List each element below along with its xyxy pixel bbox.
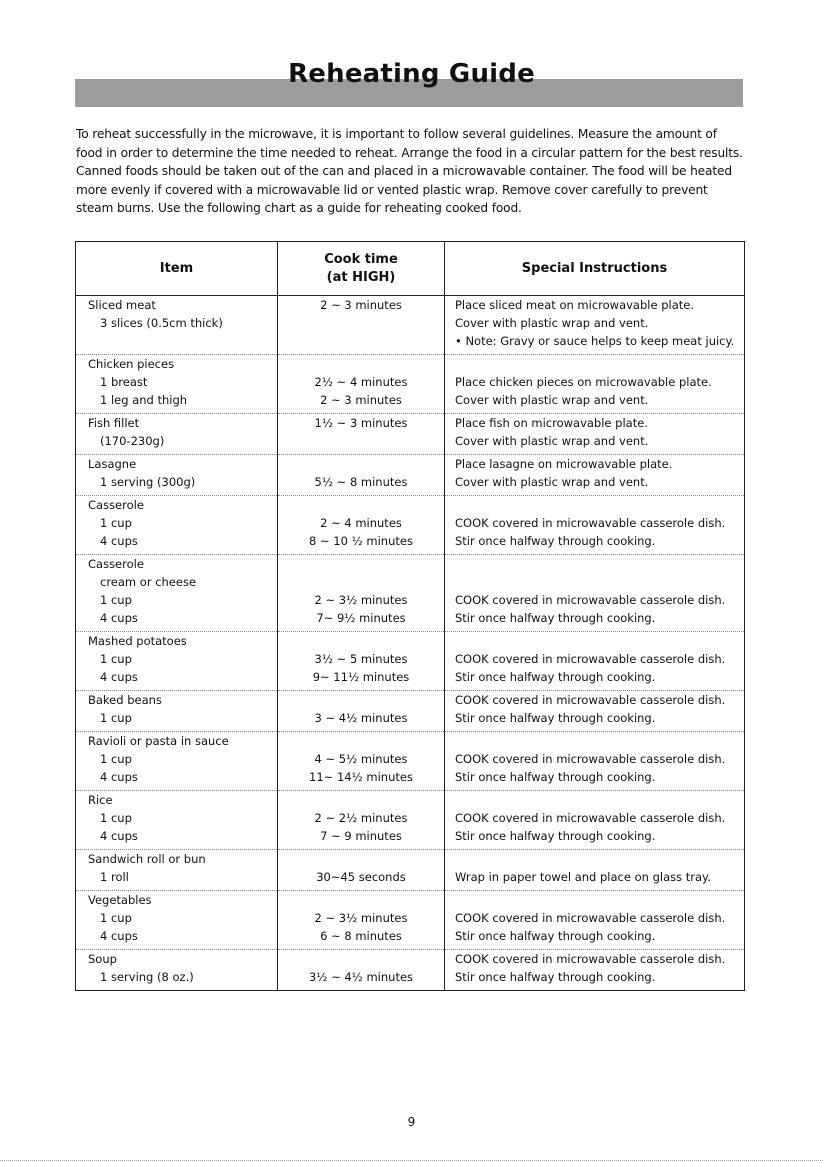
cell-line: 1 cup (100, 711, 132, 725)
cell-line: COOK covered in microwavable casserole dish. (455, 593, 726, 607)
cell-item (76, 791, 278, 850)
cell-item (76, 950, 278, 991)
cell-instructions (445, 555, 745, 632)
cell-line: Soup (88, 952, 117, 966)
cell-cook-time (278, 414, 445, 455)
cell-item (76, 891, 278, 950)
cell-line: 4 ~ 5½ minutes (314, 752, 408, 766)
cell-line: 30~45 seconds (316, 870, 406, 884)
table-body (76, 296, 745, 991)
cell-line (278, 850, 444, 868)
cell-cook-time (278, 850, 445, 891)
cell-instructions (445, 414, 745, 455)
intro-paragraph: To reheat successfully in the microwave, it is important to follow several guidelines. Measure the amount of food in order to determine the time needed to reheat. Arrange the food in a circular pattern for the best results. Canned foods should be taken out of the can and placed in a microwavable container. The food will be heated more evenly if covered with a microwavable lid or vented plastic wrap. Remove cover carefully to prevent steam burns. Use the following chart as a guide for reheating cooked food. (76, 127, 743, 216)
cell-line: 1 roll (100, 870, 129, 884)
cell-line: Place chicken pieces on microwavable plate. (455, 375, 712, 389)
cell-line (455, 791, 744, 809)
cell-line: 1 serving (8 oz.) (100, 970, 194, 984)
cell-line: Stir once halfway through cooking. (455, 711, 656, 725)
cell-line: Vegetables (88, 893, 152, 907)
cell-line (455, 632, 744, 650)
cell-line: 4 cups (100, 829, 138, 843)
cell-line: Rice (88, 793, 113, 807)
cell-line: 1 serving (300g) (100, 475, 196, 489)
cell-item (76, 355, 278, 414)
cell-line: Cover with plastic wrap and vent. (455, 475, 649, 489)
cell-line (278, 455, 444, 473)
header-item: Item (76, 242, 278, 296)
cell-item (76, 414, 278, 455)
cell-line: 3½ ~ 5 minutes (314, 652, 408, 666)
header-cook-time-line2: (at HIGH) (326, 269, 396, 285)
cell-line: 2 ~ 3½ minutes (314, 593, 408, 607)
cell-line (278, 496, 444, 514)
cell-line: 5½ ~ 8 minutes (314, 475, 408, 489)
cell-line: 4 cups (100, 670, 138, 684)
cell-line: Sliced meat (88, 298, 156, 312)
cell-line: COOK covered in microwavable casserole dish. (455, 693, 726, 707)
cell-instructions (445, 891, 745, 950)
cell-instructions (445, 455, 745, 496)
header-special-instructions: Special Instructions (445, 242, 745, 296)
table-header-row (76, 242, 745, 296)
cell-line: COOK covered in microwavable casserole dish. (455, 652, 726, 666)
table-row (76, 791, 745, 850)
cell-line: 2 ~ 3 minutes (320, 393, 402, 407)
cell-line: 1 breast (100, 375, 148, 389)
cell-cook-time (278, 791, 445, 850)
cell-cook-time (278, 555, 445, 632)
cell-line: Stir once halfway through cooking. (455, 970, 656, 984)
cell-line: Mashed potatoes (88, 634, 187, 648)
cell-line (88, 332, 277, 350)
cell-cook-time (278, 296, 445, 355)
cell-line: Baked beans (88, 693, 162, 707)
cell-line (455, 891, 744, 909)
cell-line: Chicken pieces (88, 357, 175, 371)
cell-line: Fish fillet (88, 416, 140, 430)
cell-line: 7~ 9½ minutes (316, 611, 406, 625)
cell-line: 2 ~ 2½ minutes (314, 811, 408, 825)
cell-line: Lasagne (88, 457, 137, 471)
cell-line (278, 355, 444, 373)
cell-line: 9~ 11½ minutes (312, 670, 410, 684)
cell-item (76, 732, 278, 791)
cell-line: Cover with plastic wrap and vent. (455, 434, 649, 448)
cell-line: 1 cup (100, 911, 132, 925)
cell-line (278, 791, 444, 809)
cell-line: 7 ~ 9 minutes (320, 829, 402, 843)
cell-cook-time (278, 355, 445, 414)
table-row (76, 355, 745, 414)
cell-line (455, 850, 744, 868)
cell-line: 4 cups (100, 534, 138, 548)
cell-line: Stir once halfway through cooking. (455, 534, 656, 548)
cell-line: COOK covered in microwavable casserole dish. (455, 516, 726, 530)
table-row (76, 296, 745, 355)
cell-line: 1 cup (100, 593, 132, 607)
cell-line: 2 ~ 3 minutes (320, 298, 402, 312)
cell-line: 1½ ~ 3 minutes (314, 416, 408, 430)
cell-line: 4 cups (100, 611, 138, 625)
cell-line: 3½ ~ 4½ minutes (308, 970, 414, 984)
cell-line (455, 496, 744, 514)
page-number: 9 (407, 1115, 416, 1129)
cell-instructions (445, 791, 745, 850)
cell-line: 3 ~ 4½ minutes (314, 711, 408, 725)
cell-item (76, 296, 278, 355)
cell-line: Ravioli or pasta in sauce (88, 734, 229, 748)
cell-line: Casserole (88, 557, 144, 571)
cell-line (455, 555, 744, 573)
cell-line: Stir once halfway through cooking. (455, 829, 656, 843)
cell-cook-time (278, 455, 445, 496)
cell-line: COOK covered in microwavable casserole dish. (455, 811, 726, 825)
cell-instructions (445, 296, 745, 355)
cell-cook-time (278, 732, 445, 791)
cell-instructions (445, 496, 745, 555)
cell-line: COOK covered in microwavable casserole dish. (455, 911, 726, 925)
cell-line: 4 cups (100, 929, 138, 943)
cell-line: 4 cups (100, 770, 138, 784)
cell-line: 1 cup (100, 752, 132, 766)
cell-line: Sandwich roll or bun (88, 852, 206, 866)
cell-line (455, 732, 744, 750)
cell-line: Stir once halfway through cooking. (455, 929, 656, 943)
cell-instructions (445, 632, 745, 691)
cell-line: 2 ~ 4 minutes (320, 516, 402, 530)
cell-line: 11~ 14½ minutes (309, 770, 413, 784)
cell-cook-time (278, 950, 445, 991)
cell-line: 1 leg and thigh (100, 393, 188, 407)
table-row (76, 850, 745, 891)
cell-line: 3 slices (0.5cm thick) (100, 316, 223, 330)
table-row (76, 732, 745, 791)
table-row (76, 950, 745, 991)
cell-line: 6 ~ 8 minutes (320, 929, 402, 943)
cell-line: 2½ ~ 4 minutes (314, 375, 408, 389)
cell-cook-time (278, 891, 445, 950)
cell-line (278, 632, 444, 650)
cell-item (76, 691, 278, 732)
cell-line: Stir once halfway through cooking. (455, 670, 656, 684)
cell-line (278, 691, 444, 709)
cell-line: cream or cheese (100, 575, 197, 589)
cell-line (278, 555, 444, 573)
cell-line: (170-230g) (100, 434, 165, 448)
table-row (76, 414, 745, 455)
cell-line: Place sliced meat on microwavable plate. (455, 298, 694, 312)
page-title: Reheating Guide (288, 59, 535, 89)
cell-line (455, 573, 744, 591)
cell-item (76, 496, 278, 555)
cell-instructions (445, 850, 745, 891)
cell-line (278, 432, 444, 450)
cell-line: Place lasagne on microwavable plate. (455, 457, 673, 471)
cell-line: 1 cup (100, 516, 132, 530)
cell-line (278, 332, 444, 350)
cell-line: Cover with plastic wrap and vent. (455, 316, 649, 330)
cell-instructions (445, 355, 745, 414)
header-cook-time-line1: Cook time (324, 251, 398, 267)
cell-line: Cover with plastic wrap and vent. (455, 393, 649, 407)
cell-line (278, 314, 444, 332)
cell-line: Wrap in paper towel and place on glass tray. (455, 870, 711, 884)
cell-cook-time (278, 496, 445, 555)
cell-instructions (445, 691, 745, 732)
cell-item (76, 555, 278, 632)
cell-line (455, 355, 744, 373)
cell-instructions (445, 732, 745, 791)
table-row (76, 632, 745, 691)
table-row (76, 455, 745, 496)
table-row (76, 891, 745, 950)
cell-cook-time (278, 691, 445, 732)
bottom-rule (0, 1160, 823, 1161)
cell-line (278, 732, 444, 750)
cell-line: Casserole (88, 498, 144, 512)
cell-line: COOK covered in microwavable casserole dish. (455, 952, 726, 966)
cell-line: 1 cup (100, 652, 132, 666)
cell-line (278, 950, 444, 968)
reheating-table (75, 241, 745, 991)
cell-line: 2 ~ 3½ minutes (314, 911, 408, 925)
cell-item (76, 850, 278, 891)
cell-instructions (445, 950, 745, 991)
cell-line: • Note: Gravy or sauce helps to keep meat juicy. (455, 334, 735, 348)
cell-line: COOK covered in microwavable casserole dish. (455, 752, 726, 766)
cell-line: 1 cup (100, 811, 132, 825)
header-cook-time (278, 242, 445, 296)
cell-item (76, 455, 278, 496)
cell-line: Stir once halfway through cooking. (455, 770, 656, 784)
table-row (76, 555, 745, 632)
cell-line (278, 573, 444, 591)
cell-cook-time (278, 632, 445, 691)
table-row (76, 691, 745, 732)
cell-line (278, 891, 444, 909)
cell-line: Stir once halfway through cooking. (455, 611, 656, 625)
cell-line: 8 ~ 10 ½ minutes (309, 534, 413, 548)
table-row (76, 496, 745, 555)
cell-line: Place fish on microwavable plate. (455, 416, 648, 430)
cell-item (76, 632, 278, 691)
